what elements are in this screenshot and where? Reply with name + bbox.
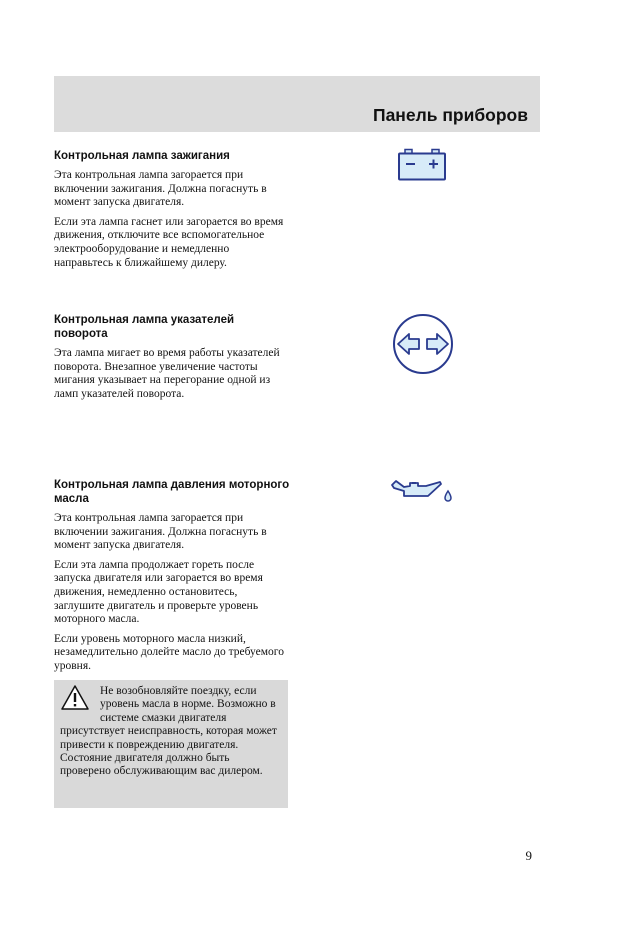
paragraph: Если эта лампа гаснет или загорается во время движения, отключите все вспомогательное электрооборудование и немедленно направьтесь к ближайшему дилеру. — [54, 215, 284, 269]
section-title: Контрольная лампа давления моторного масла — [54, 479, 290, 505]
paragraph: Эта контрольная лампа загорается при включении зажигания. Должна погаснуть в момент запуска двигателя. — [54, 512, 267, 552]
warning-text-content: Не возобновляйте поездку, если уровень масла в норме. Возможно в системе смазки двигателя присутствует неисправность, которая может привести к повреждению двигателя. Состояние двигателя должно быть проверено обслуживающим вас дилером. — [60, 685, 277, 778]
turn-signal-icon — [392, 313, 454, 375]
section-title: Контрольная лампа зажигания — [54, 150, 230, 162]
section-oil-pressure-lamp — [54, 478, 290, 680]
warning-text — [60, 685, 280, 779]
warning-triangle-icon — [60, 684, 90, 712]
section-turn-signal-lamp — [54, 313, 290, 407]
section-title: Контрольная лампа указателей поворота — [54, 314, 235, 340]
oil-can-icon — [390, 476, 456, 504]
warning-box — [54, 680, 288, 808]
header-band — [54, 76, 540, 132]
paragraph: Эта лампа мигает во время работы указателей поворота. Внезапное увеличение частоты мигания указывает на перегорание одной из ламп указателей поворота. — [54, 347, 280, 400]
page-title: Панель приборов — [372, 105, 528, 125]
paragraph: Если уровень моторного масла низкий, незамедлительно долейте масло до требуемого уровня. — [54, 632, 284, 672]
page-number: 9 — [525, 848, 532, 863]
paragraph: Если эта лампа продолжает гореть после запуска двигателя или загорается во время движения, немедленно остановитесь, заглушите двигатель и проверьте уровень моторного масла. — [54, 558, 263, 626]
section-ignition-lamp — [54, 149, 290, 276]
battery-icon — [396, 148, 448, 182]
paragraph: Эта контрольная лампа загорается при включении зажигания. Должна погаснуть в момент запуска двигателя. — [54, 169, 267, 209]
